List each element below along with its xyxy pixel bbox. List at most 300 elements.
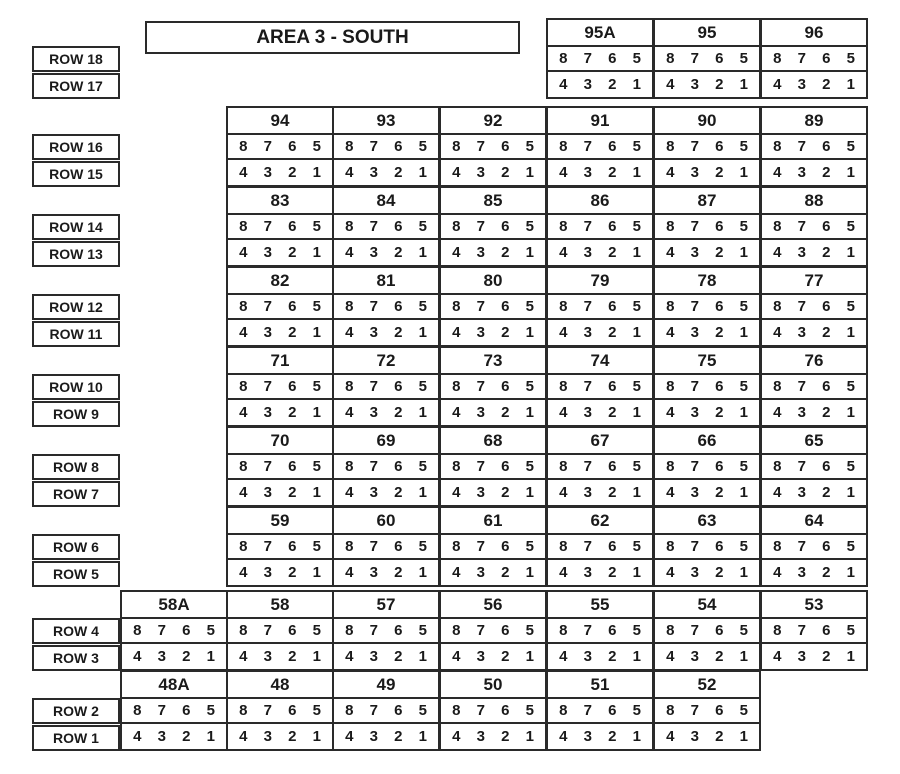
seat-number[interactable]: 2 xyxy=(608,164,617,181)
seat-number[interactable]: 6 xyxy=(394,218,403,235)
seat-number[interactable]: 3 xyxy=(583,76,592,93)
seat-number[interactable]: 4 xyxy=(452,564,461,581)
seat-number[interactable]: 8 xyxy=(345,458,354,475)
seat-number[interactable]: 5 xyxy=(418,298,427,315)
seat-number[interactable]: 4 xyxy=(559,404,568,421)
seat-number[interactable]: 8 xyxy=(773,622,782,639)
seat-number[interactable]: 6 xyxy=(501,378,510,395)
seat-number[interactable]: 3 xyxy=(690,728,699,745)
seat-number[interactable]: 7 xyxy=(263,702,272,719)
seat-number[interactable]: 1 xyxy=(206,648,215,665)
seat-number[interactable]: 5 xyxy=(312,458,321,475)
seat-number[interactable]: 4 xyxy=(773,324,782,341)
seat-number[interactable]: 7 xyxy=(583,538,592,555)
seat-number[interactable]: 8 xyxy=(452,138,461,155)
seat-number[interactable]: 6 xyxy=(715,538,724,555)
seat-number[interactable]: 6 xyxy=(715,378,724,395)
seat-number[interactable]: 7 xyxy=(369,538,378,555)
seat-number[interactable]: 2 xyxy=(715,648,724,665)
section-block[interactable] xyxy=(332,590,440,671)
seat-number[interactable]: 3 xyxy=(583,728,592,745)
seat-number[interactable]: 4 xyxy=(559,648,568,665)
seat-number[interactable]: 5 xyxy=(632,378,641,395)
seat-number[interactable]: 3 xyxy=(369,244,378,261)
seat-number[interactable]: 5 xyxy=(632,538,641,555)
section-block[interactable] xyxy=(332,426,440,507)
seat-number[interactable]: 8 xyxy=(345,622,354,639)
seat-number[interactable]: 4 xyxy=(559,484,568,501)
seat-number[interactable]: 4 xyxy=(239,324,248,341)
seat-number[interactable]: 1 xyxy=(632,728,641,745)
seat-number[interactable]: 5 xyxy=(846,458,855,475)
seat-number[interactable]: 3 xyxy=(797,648,806,665)
seat-number[interactable]: 2 xyxy=(608,648,617,665)
seat-number[interactable]: 5 xyxy=(739,138,748,155)
seat-number[interactable]: 6 xyxy=(608,538,617,555)
seat-number[interactable]: 7 xyxy=(476,622,485,639)
seat-number[interactable]: 5 xyxy=(206,622,215,639)
seat-number[interactable]: 3 xyxy=(690,484,699,501)
seat-number[interactable]: 1 xyxy=(632,164,641,181)
seat-number[interactable]: 2 xyxy=(715,244,724,261)
seat-number[interactable]: 5 xyxy=(632,218,641,235)
seat-number[interactable]: 3 xyxy=(476,564,485,581)
seat-number[interactable]: 1 xyxy=(418,484,427,501)
seat-number[interactable]: 6 xyxy=(715,218,724,235)
seat-number[interactable]: 1 xyxy=(846,324,855,341)
seat-number[interactable]: 1 xyxy=(739,76,748,93)
seat-number[interactable]: 7 xyxy=(797,298,806,315)
seat-number[interactable]: 6 xyxy=(288,622,297,639)
section-block[interactable] xyxy=(546,670,654,751)
seat-number[interactable]: 7 xyxy=(369,298,378,315)
seat-number[interactable]: 6 xyxy=(501,138,510,155)
seat-number[interactable]: 4 xyxy=(773,484,782,501)
seat-number[interactable]: 1 xyxy=(418,648,427,665)
seat-number[interactable]: 1 xyxy=(739,324,748,341)
seat-number[interactable]: 1 xyxy=(846,244,855,261)
seat-number[interactable]: 5 xyxy=(418,138,427,155)
section-block[interactable] xyxy=(439,266,547,347)
seat-number[interactable]: 2 xyxy=(394,244,403,261)
seat-number[interactable]: 8 xyxy=(345,298,354,315)
section-block[interactable] xyxy=(439,590,547,671)
seat-number[interactable]: 4 xyxy=(666,164,675,181)
seat-number[interactable]: 7 xyxy=(690,298,699,315)
seat-number[interactable]: 4 xyxy=(559,76,568,93)
seat-number[interactable]: 1 xyxy=(418,324,427,341)
seat-number[interactable]: 7 xyxy=(369,378,378,395)
seat-number[interactable]: 7 xyxy=(690,218,699,235)
section-block[interactable] xyxy=(439,670,547,751)
seat-number[interactable]: 1 xyxy=(846,564,855,581)
seat-number[interactable]: 5 xyxy=(846,538,855,555)
seat-number[interactable]: 8 xyxy=(452,538,461,555)
seat-number[interactable]: 5 xyxy=(846,138,855,155)
seat-number[interactable]: 7 xyxy=(369,218,378,235)
seat-number[interactable]: 3 xyxy=(797,484,806,501)
seat-number[interactable]: 3 xyxy=(690,564,699,581)
section-block[interactable] xyxy=(546,426,654,507)
seat-number[interactable]: 3 xyxy=(476,728,485,745)
seat-number[interactable]: 1 xyxy=(632,404,641,421)
seat-number[interactable]: 7 xyxy=(476,458,485,475)
seat-number[interactable]: 7 xyxy=(583,458,592,475)
seat-number[interactable]: 4 xyxy=(345,244,354,261)
seat-number[interactable]: 3 xyxy=(263,404,272,421)
seat-number[interactable]: 8 xyxy=(559,218,568,235)
seat-number[interactable]: 4 xyxy=(239,404,248,421)
seat-number[interactable]: 4 xyxy=(239,564,248,581)
seat-number[interactable]: 6 xyxy=(288,218,297,235)
seat-number[interactable]: 7 xyxy=(476,138,485,155)
seat-number[interactable]: 1 xyxy=(312,404,321,421)
seat-number[interactable]: 4 xyxy=(559,564,568,581)
seat-number[interactable]: 7 xyxy=(690,538,699,555)
seat-number[interactable]: 1 xyxy=(739,648,748,665)
section-block[interactable] xyxy=(653,590,761,671)
seat-number[interactable]: 3 xyxy=(369,728,378,745)
seat-number[interactable]: 3 xyxy=(583,404,592,421)
seat-number[interactable]: 2 xyxy=(715,728,724,745)
seat-number[interactable]: 2 xyxy=(288,648,297,665)
seat-number[interactable]: 2 xyxy=(394,564,403,581)
section-block[interactable] xyxy=(332,186,440,267)
section-block[interactable] xyxy=(546,106,654,187)
seat-number[interactable]: 2 xyxy=(822,484,831,501)
seat-number[interactable]: 1 xyxy=(739,244,748,261)
seat-number[interactable]: 3 xyxy=(476,244,485,261)
seat-number[interactable]: 6 xyxy=(288,298,297,315)
seat-number[interactable]: 6 xyxy=(394,458,403,475)
seat-number[interactable]: 7 xyxy=(797,138,806,155)
seat-number[interactable]: 4 xyxy=(559,728,568,745)
section-block[interactable] xyxy=(226,266,334,347)
section-block[interactable] xyxy=(332,266,440,347)
seat-number[interactable]: 6 xyxy=(608,378,617,395)
seat-number[interactable]: 1 xyxy=(846,484,855,501)
seat-number[interactable]: 8 xyxy=(345,218,354,235)
seat-number[interactable]: 2 xyxy=(288,484,297,501)
seat-number[interactable]: 3 xyxy=(583,484,592,501)
seat-number[interactable]: 7 xyxy=(797,378,806,395)
seat-number[interactable]: 6 xyxy=(608,702,617,719)
seat-number[interactable]: 5 xyxy=(525,538,534,555)
seat-number[interactable]: 7 xyxy=(476,702,485,719)
seat-number[interactable]: 2 xyxy=(182,728,191,745)
seat-number[interactable]: 6 xyxy=(394,378,403,395)
seat-number[interactable]: 3 xyxy=(476,164,485,181)
section-block[interactable] xyxy=(546,590,654,671)
seat-number[interactable]: 3 xyxy=(476,648,485,665)
seat-number[interactable]: 4 xyxy=(773,564,782,581)
seat-number[interactable]: 1 xyxy=(739,728,748,745)
seat-number[interactable]: 8 xyxy=(133,702,142,719)
seat-number[interactable]: 5 xyxy=(739,50,748,67)
seat-number[interactable]: 7 xyxy=(797,458,806,475)
seat-number[interactable]: 1 xyxy=(312,564,321,581)
seat-number[interactable]: 2 xyxy=(501,404,510,421)
seat-number[interactable]: 5 xyxy=(312,138,321,155)
seat-number[interactable]: 2 xyxy=(822,648,831,665)
seat-number[interactable]: 4 xyxy=(773,244,782,261)
seat-number[interactable]: 5 xyxy=(739,538,748,555)
seat-number[interactable]: 3 xyxy=(157,648,166,665)
seat-number[interactable]: 6 xyxy=(394,138,403,155)
seat-number[interactable]: 8 xyxy=(239,138,248,155)
seat-number[interactable]: 8 xyxy=(239,622,248,639)
seat-number[interactable]: 8 xyxy=(666,298,675,315)
seat-number[interactable]: 3 xyxy=(797,244,806,261)
section-block[interactable] xyxy=(760,590,868,671)
seat-number[interactable]: 8 xyxy=(239,298,248,315)
seat-number[interactable]: 7 xyxy=(369,458,378,475)
seat-number[interactable]: 2 xyxy=(715,404,724,421)
seat-number[interactable]: 4 xyxy=(666,244,675,261)
seat-number[interactable]: 3 xyxy=(263,484,272,501)
seat-number[interactable]: 6 xyxy=(288,378,297,395)
section-block[interactable] xyxy=(760,426,868,507)
seat-number[interactable]: 8 xyxy=(239,378,248,395)
seat-number[interactable]: 8 xyxy=(452,378,461,395)
seat-number[interactable]: 4 xyxy=(666,404,675,421)
section-block[interactable] xyxy=(760,506,868,587)
seat-number[interactable]: 5 xyxy=(525,622,534,639)
seat-number[interactable]: 5 xyxy=(418,702,427,719)
seat-number[interactable]: 3 xyxy=(690,404,699,421)
seat-number[interactable]: 5 xyxy=(739,702,748,719)
seat-number[interactable]: 5 xyxy=(846,218,855,235)
seat-number[interactable]: 5 xyxy=(525,218,534,235)
seat-number[interactable]: 6 xyxy=(394,298,403,315)
seat-number[interactable]: 3 xyxy=(583,164,592,181)
seat-number[interactable]: 3 xyxy=(369,564,378,581)
seat-number[interactable]: 2 xyxy=(608,484,617,501)
seat-number[interactable]: 6 xyxy=(715,622,724,639)
seat-number[interactable]: 1 xyxy=(525,728,534,745)
seat-number[interactable]: 2 xyxy=(288,404,297,421)
seat-number[interactable]: 4 xyxy=(239,728,248,745)
seat-number[interactable]: 1 xyxy=(739,404,748,421)
section-block[interactable] xyxy=(226,670,334,751)
seat-number[interactable]: 5 xyxy=(418,218,427,235)
section-block[interactable] xyxy=(653,346,761,427)
seat-number[interactable]: 5 xyxy=(846,622,855,639)
seat-number[interactable]: 3 xyxy=(690,324,699,341)
section-block[interactable] xyxy=(226,426,334,507)
section-block[interactable] xyxy=(439,106,547,187)
seat-number[interactable]: 1 xyxy=(418,728,427,745)
seat-number[interactable]: 1 xyxy=(418,564,427,581)
seat-number[interactable]: 7 xyxy=(263,138,272,155)
seat-number[interactable]: 8 xyxy=(559,458,568,475)
seat-number[interactable]: 7 xyxy=(690,50,699,67)
seat-number[interactable]: 6 xyxy=(501,622,510,639)
seat-number[interactable]: 3 xyxy=(690,76,699,93)
section-block[interactable] xyxy=(226,186,334,267)
seat-number[interactable]: 2 xyxy=(288,564,297,581)
seat-number[interactable]: 7 xyxy=(690,138,699,155)
seat-number[interactable]: 3 xyxy=(263,728,272,745)
seat-number[interactable]: 2 xyxy=(608,404,617,421)
seat-number[interactable]: 8 xyxy=(133,622,142,639)
seat-number[interactable]: 2 xyxy=(715,324,724,341)
seat-number[interactable]: 7 xyxy=(263,622,272,639)
seat-number[interactable]: 4 xyxy=(773,164,782,181)
seat-number[interactable]: 6 xyxy=(288,458,297,475)
seat-number[interactable]: 4 xyxy=(239,484,248,501)
seat-number[interactable]: 1 xyxy=(418,164,427,181)
seat-number[interactable]: 8 xyxy=(773,298,782,315)
seat-number[interactable]: 7 xyxy=(583,298,592,315)
seat-number[interactable]: 1 xyxy=(525,484,534,501)
seat-number[interactable]: 8 xyxy=(452,218,461,235)
seat-number[interactable]: 4 xyxy=(452,404,461,421)
seat-number[interactable]: 2 xyxy=(501,564,510,581)
seat-number[interactable]: 2 xyxy=(822,164,831,181)
seat-number[interactable]: 5 xyxy=(739,458,748,475)
seat-number[interactable]: 4 xyxy=(773,648,782,665)
section-block[interactable] xyxy=(546,506,654,587)
seat-number[interactable]: 1 xyxy=(846,404,855,421)
seat-number[interactable]: 4 xyxy=(452,244,461,261)
seat-number[interactable]: 2 xyxy=(822,404,831,421)
seat-number[interactable]: 4 xyxy=(559,244,568,261)
seat-number[interactable]: 6 xyxy=(394,538,403,555)
seat-number[interactable]: 3 xyxy=(263,648,272,665)
seat-number[interactable]: 2 xyxy=(608,728,617,745)
seat-number[interactable]: 7 xyxy=(583,138,592,155)
section-block[interactable] xyxy=(653,670,761,751)
seat-number[interactable]: 6 xyxy=(501,702,510,719)
seat-number[interactable]: 4 xyxy=(666,324,675,341)
seat-number[interactable]: 6 xyxy=(288,702,297,719)
seat-number[interactable]: 7 xyxy=(797,622,806,639)
seat-number[interactable]: 2 xyxy=(715,564,724,581)
seat-number[interactable]: 8 xyxy=(452,622,461,639)
seat-number[interactable]: 6 xyxy=(822,458,831,475)
seat-number[interactable]: 1 xyxy=(632,484,641,501)
seat-number[interactable]: 1 xyxy=(632,76,641,93)
seat-number[interactable]: 8 xyxy=(559,538,568,555)
section-block[interactable] xyxy=(653,506,761,587)
seat-number[interactable]: 3 xyxy=(797,164,806,181)
seat-number[interactable]: 2 xyxy=(394,648,403,665)
section-block[interactable] xyxy=(653,186,761,267)
seat-number[interactable]: 8 xyxy=(559,298,568,315)
seat-number[interactable]: 7 xyxy=(797,50,806,67)
seat-number[interactable]: 2 xyxy=(822,324,831,341)
seat-number[interactable]: 6 xyxy=(822,218,831,235)
seat-number[interactable]: 5 xyxy=(312,622,321,639)
seat-number[interactable]: 1 xyxy=(632,244,641,261)
seat-number[interactable]: 3 xyxy=(476,404,485,421)
seat-number[interactable]: 3 xyxy=(157,728,166,745)
seat-number[interactable]: 7 xyxy=(690,458,699,475)
seat-number[interactable]: 5 xyxy=(632,458,641,475)
seat-number[interactable]: 7 xyxy=(583,218,592,235)
seat-number[interactable]: 4 xyxy=(666,484,675,501)
seat-number[interactable]: 6 xyxy=(394,702,403,719)
seat-number[interactable]: 2 xyxy=(288,324,297,341)
seat-number[interactable]: 8 xyxy=(559,702,568,719)
seat-number[interactable]: 4 xyxy=(345,164,354,181)
seat-number[interactable]: 1 xyxy=(525,404,534,421)
seat-number[interactable]: 8 xyxy=(559,378,568,395)
seat-number[interactable]: 7 xyxy=(476,218,485,235)
seat-number[interactable]: 2 xyxy=(501,728,510,745)
seat-number[interactable]: 1 xyxy=(312,728,321,745)
seat-number[interactable]: 5 xyxy=(739,218,748,235)
seat-number[interactable]: 8 xyxy=(666,458,675,475)
seat-number[interactable]: 5 xyxy=(739,378,748,395)
seat-number[interactable]: 1 xyxy=(312,244,321,261)
seat-number[interactable]: 6 xyxy=(182,702,191,719)
seat-number[interactable]: 6 xyxy=(715,458,724,475)
seat-number[interactable]: 1 xyxy=(846,76,855,93)
seat-number[interactable]: 2 xyxy=(501,324,510,341)
seat-number[interactable]: 7 xyxy=(690,702,699,719)
seat-number[interactable]: 4 xyxy=(452,324,461,341)
section-block[interactable] xyxy=(546,346,654,427)
section-block[interactable] xyxy=(332,106,440,187)
seat-number[interactable]: 3 xyxy=(583,648,592,665)
seat-number[interactable]: 7 xyxy=(476,298,485,315)
seat-number[interactable]: 4 xyxy=(452,648,461,665)
seat-number[interactable]: 7 xyxy=(797,218,806,235)
seat-number[interactable]: 2 xyxy=(608,564,617,581)
seat-number[interactable]: 1 xyxy=(525,324,534,341)
seat-number[interactable]: 8 xyxy=(452,702,461,719)
seat-number[interactable]: 5 xyxy=(206,702,215,719)
seat-number[interactable]: 8 xyxy=(452,298,461,315)
seat-number[interactable]: 6 xyxy=(715,50,724,67)
section-block[interactable] xyxy=(653,106,761,187)
seat-number[interactable]: 6 xyxy=(822,138,831,155)
seat-number[interactable]: 4 xyxy=(345,728,354,745)
section-block[interactable] xyxy=(546,266,654,347)
seat-number[interactable]: 3 xyxy=(263,564,272,581)
seat-number[interactable]: 2 xyxy=(608,324,617,341)
seat-number[interactable]: 6 xyxy=(608,622,617,639)
section-block[interactable] xyxy=(760,186,868,267)
seat-number[interactable]: 8 xyxy=(773,218,782,235)
seat-number[interactable]: 8 xyxy=(773,458,782,475)
seat-number[interactable]: 1 xyxy=(525,648,534,665)
seat-number[interactable]: 2 xyxy=(608,244,617,261)
section-block[interactable] xyxy=(653,18,761,99)
seat-number[interactable]: 7 xyxy=(263,538,272,555)
seat-number[interactable]: 3 xyxy=(263,324,272,341)
seat-number[interactable]: 5 xyxy=(525,298,534,315)
seat-number[interactable]: 1 xyxy=(312,324,321,341)
seat-number[interactable]: 8 xyxy=(666,50,675,67)
seat-number[interactable]: 5 xyxy=(632,622,641,639)
section-block[interactable] xyxy=(760,106,868,187)
seat-number[interactable]: 1 xyxy=(846,164,855,181)
section-block[interactable] xyxy=(332,670,440,751)
seat-number[interactable]: 7 xyxy=(797,538,806,555)
seat-number[interactable]: 3 xyxy=(797,564,806,581)
section-block[interactable] xyxy=(439,186,547,267)
seat-number[interactable]: 7 xyxy=(369,138,378,155)
seat-number[interactable]: 3 xyxy=(476,484,485,501)
seat-number[interactable]: 2 xyxy=(822,564,831,581)
seat-number[interactable]: 5 xyxy=(418,458,427,475)
seat-number[interactable]: 4 xyxy=(452,484,461,501)
seat-number[interactable]: 8 xyxy=(345,538,354,555)
seat-number[interactable]: 8 xyxy=(239,218,248,235)
